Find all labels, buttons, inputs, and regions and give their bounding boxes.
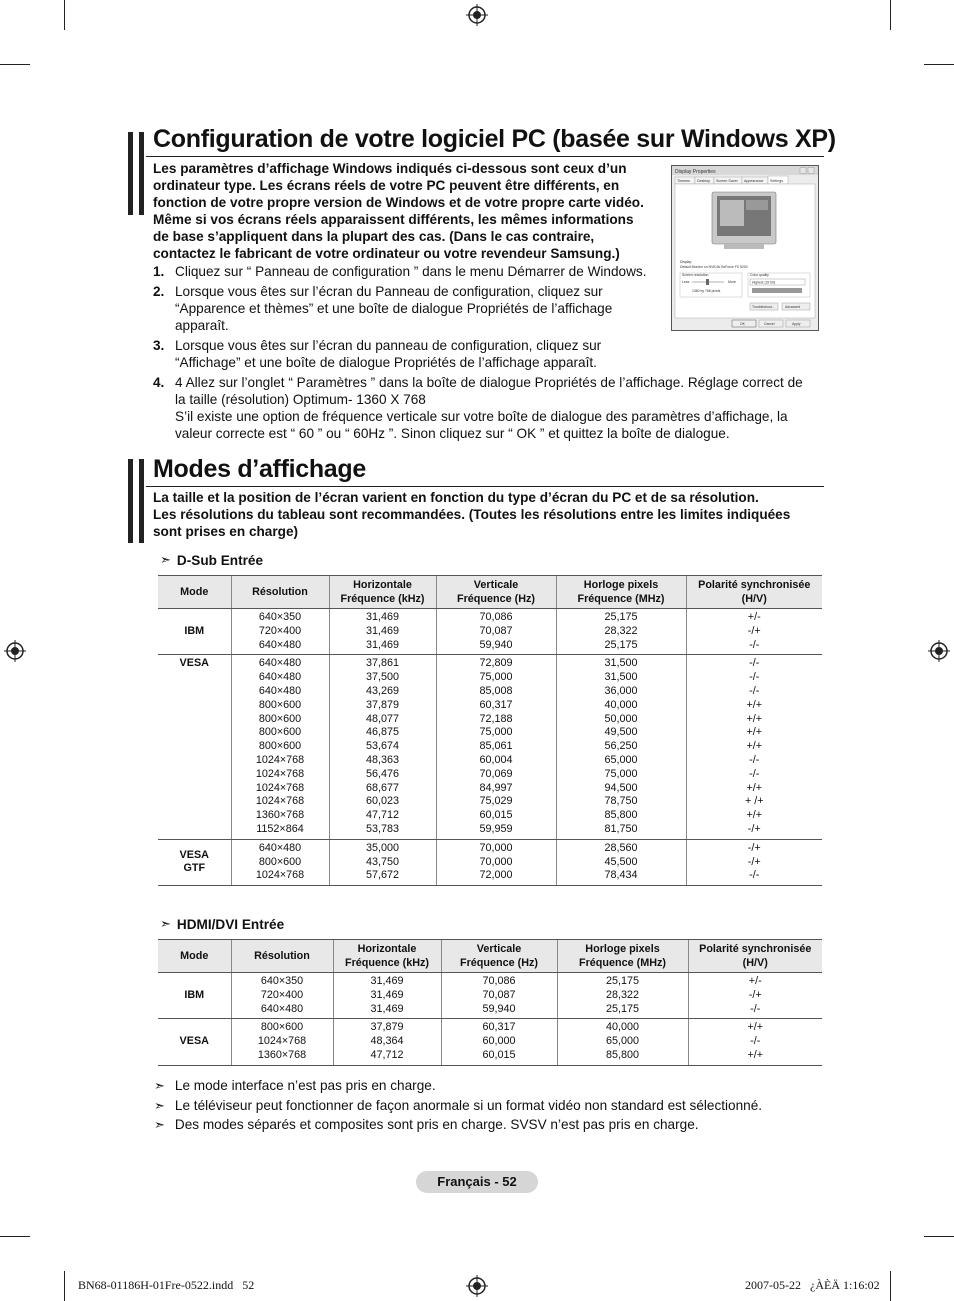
value-cell: 31,469 31,469 31,469 bbox=[329, 609, 436, 655]
column-header: Horizontale Fréquence (kHz) bbox=[333, 940, 441, 973]
crop-mark bbox=[890, 0, 891, 30]
crop-mark bbox=[890, 1271, 891, 1301]
note-text: Le téléviseur peut fonctionner de façon anormale si un format vidéo non standard est sélectionné. bbox=[174, 1097, 763, 1113]
intro-line: Les paramètres d’affichage Windows indiqués ci-dessous sont ceux d’un bbox=[153, 161, 627, 176]
hdmi-heading-text: HDMI/DVI Entrée bbox=[176, 916, 285, 932]
display-properties-screenshot bbox=[671, 165, 819, 331]
troubleshoot-button: Troubleshoot... bbox=[752, 305, 775, 309]
display-label: Display: bbox=[680, 260, 693, 264]
value-cell: 28,560 45,500 78,434 bbox=[556, 839, 686, 885]
step-text: Cliquez sur “ Panneau de configuration ” dans le menu Démarrer de Windows. bbox=[175, 264, 647, 279]
mode-cell: IBM bbox=[158, 973, 231, 1019]
intro-line: sont prises en charge) bbox=[153, 524, 299, 539]
note-text: Des modes séparés et composites sont pris en charge. SVSV n’est pas pris en charge. bbox=[174, 1117, 699, 1132]
value-cell: 31,469 31,469 31,469 bbox=[333, 973, 441, 1019]
table-row bbox=[158, 973, 822, 1019]
value-cell: 31,500 31,500 36,000 40,000 50,000 49,500 56,250 65,000 75,000 94,500 78,750 85,800 81,750 bbox=[556, 655, 686, 839]
note-arrow-icon: ➣ bbox=[154, 1078, 165, 1093]
step-item bbox=[153, 337, 803, 371]
column-header: Horloge pixels Fréquence (MHz) bbox=[557, 940, 688, 973]
dsub-table bbox=[158, 575, 822, 886]
section-marker bbox=[128, 459, 144, 543]
column-header: Polarité synchronisée (H/V) bbox=[686, 576, 822, 609]
cancel-button: Cancel bbox=[764, 322, 775, 326]
step-item bbox=[153, 374, 803, 442]
column-header: Horizontale Fréquence (kHz) bbox=[329, 576, 436, 609]
dsub-heading bbox=[160, 552, 263, 568]
resolution-label: Screen resolution bbox=[682, 273, 709, 277]
file-info: BN68-01186H-01Fre-0522.indd 52 bbox=[78, 1278, 255, 1292]
intro-line: Même si vos écrans réels apparaissent différents, les mêmes informations bbox=[153, 212, 634, 227]
table-row bbox=[158, 1019, 822, 1065]
value-cell: 640×480 640×480 640×480 800×600 800×600 800×600 800×600 1024×768 1024×768 1024×768 1024×768 1360×768 1152×864 bbox=[231, 655, 329, 839]
tab-themes: Themes bbox=[677, 179, 690, 183]
section-marker bbox=[128, 132, 144, 215]
color-value: Highest (32 bit) bbox=[752, 280, 775, 285]
value-cell: 70,086 70,087 59,940 bbox=[436, 609, 556, 655]
mode-cell: IBM bbox=[158, 609, 231, 655]
value-cell: 70,086 70,087 59,940 bbox=[441, 973, 557, 1019]
crop-mark bbox=[64, 0, 65, 30]
value-cell: 800×600 1024×768 1360×768 bbox=[231, 1019, 333, 1065]
crop-mark bbox=[64, 1271, 65, 1301]
step-text: apparaît. bbox=[175, 318, 229, 333]
section-title: Modes d’affichage bbox=[153, 455, 366, 483]
value-cell: 37,879 48,364 47,712 bbox=[333, 1019, 441, 1065]
color-label: Color quality bbox=[750, 273, 769, 277]
step-text: Lorsque vous êtes sur l’écran du Panneau de configuration, cliquez sur bbox=[175, 284, 603, 299]
value-cell: 72,809 75,000 85,008 60,317 72,188 75,000 85,061 60,004 70,069 84,997 75,029 60,015 59,959 bbox=[436, 655, 556, 839]
intro-line: ordinateur type. Les écrans réels de votre PC peuvent être différents, en bbox=[153, 178, 620, 193]
note-arrow-icon: ➣ bbox=[154, 1097, 165, 1113]
step-text: valeur correcte est “ 60 ” ou “ 60Hz ”. Sinon cliquez sur “ OK ” et quittez la boîte de dialogue. bbox=[175, 426, 730, 441]
notes-list bbox=[154, 1076, 762, 1135]
value-cell: 640×480 800×600 1024×768 bbox=[231, 839, 329, 885]
value-cell: 35,000 43,750 57,672 bbox=[329, 839, 436, 885]
note-arrow-icon: ➣ bbox=[154, 1117, 165, 1132]
column-header: Verticale Fréquence (Hz) bbox=[441, 940, 557, 973]
registration-mark-icon bbox=[466, 1275, 488, 1297]
value-cell: 40,000 65,000 85,800 bbox=[557, 1019, 688, 1065]
tab-desktop: Desktop bbox=[697, 179, 711, 183]
intro-line: contactez le fabricant de votre ordinateur ou votre revendeur Samsung.) bbox=[153, 246, 620, 261]
column-header: Verticale Fréquence (Hz) bbox=[436, 576, 556, 609]
note-arrow-icon: ➣ bbox=[160, 552, 171, 567]
step-text: la taille (résolution) Optimum- 1360 X 768 bbox=[175, 392, 426, 407]
step-number: 2. bbox=[153, 284, 165, 299]
print-timestamp: 2007-05-22 ¿ÀÈÄ 1:16:02 bbox=[745, 1278, 880, 1292]
value-cell: -/- -/- -/- +/+ +/+ +/+ +/+ -/- -/- +/+ + /+ +/+ -/+ bbox=[686, 655, 822, 839]
column-header: Résolution bbox=[231, 940, 333, 973]
step-text: S’il existe une option de fréquence verticale sur votre boîte de dialogue des paramètres d’affichage, la bbox=[175, 409, 788, 424]
intro-line: fonction de votre propre version de Windows et de votre propre carte vidéo. bbox=[153, 195, 644, 210]
section-title: Configuration de votre logiciel PC (basée sur Windows XP) bbox=[153, 125, 836, 153]
step-number: 3. bbox=[153, 338, 165, 353]
page-number-badge: Français - 52 bbox=[416, 1171, 538, 1193]
tab-appearance: Appearance bbox=[744, 179, 764, 183]
value-cell: 60,317 60,000 60,015 bbox=[441, 1019, 557, 1065]
mode-cell: VESA GTF bbox=[158, 839, 231, 885]
note-item bbox=[154, 1096, 762, 1116]
intro-line: Les résolutions du tableau sont recommandées. (Toutes les résolutions entre les limites indiquées bbox=[153, 507, 791, 522]
section-rule bbox=[146, 486, 824, 487]
value-cell: +/- -/+ -/- bbox=[686, 609, 822, 655]
resolution-value: 1360 by 768 pixels bbox=[692, 289, 721, 293]
note-item bbox=[154, 1076, 762, 1096]
section-intro bbox=[153, 160, 644, 262]
note-arrow-icon: ➣ bbox=[160, 916, 171, 931]
section-rule bbox=[146, 156, 824, 157]
value-cell: +/- -/+ -/- bbox=[688, 973, 822, 1019]
value-cell: 640×350 720×400 640×480 bbox=[231, 609, 329, 655]
hdmi-heading bbox=[160, 916, 284, 932]
value-cell: 25,175 28,322 25,175 bbox=[556, 609, 686, 655]
registration-mark-icon bbox=[928, 640, 950, 662]
tab-screen-saver: Screen Saver bbox=[716, 179, 738, 183]
dsub-heading-text: D-Sub Entrée bbox=[176, 552, 264, 568]
section-intro bbox=[153, 489, 790, 540]
less-label: Less bbox=[682, 280, 690, 284]
step-text: Lorsque vous êtes sur l’écran du panneau de configuration, cliquez sur bbox=[175, 338, 602, 353]
more-label: More bbox=[728, 280, 736, 284]
value-cell: 640×350 720×400 640×480 bbox=[231, 973, 333, 1019]
mode-cell: VESA bbox=[158, 655, 231, 839]
column-header: Horloge pixels Fréquence (MHz) bbox=[556, 576, 686, 609]
step-text: 4 Allez sur l’onglet “ Paramètres ” dans la boîte de dialogue Propriétés de l’affichage. Réglage correct de bbox=[175, 375, 803, 390]
step-text: “Apparence et thèmes” et une boîte de dialogue Propriétés de l’affichage bbox=[175, 301, 613, 316]
hdmi-table bbox=[158, 939, 822, 1066]
column-header: Mode bbox=[158, 576, 231, 609]
intro-line: La taille et la position de l’écran varient en fonction du type d’écran du PC et de sa résolution. bbox=[153, 490, 759, 505]
column-header: Mode bbox=[158, 940, 231, 973]
value-cell: 70,000 70,000 72,000 bbox=[436, 839, 556, 885]
crop-mark bbox=[0, 64, 30, 65]
step-number: 4. bbox=[153, 375, 165, 390]
registration-mark-icon bbox=[4, 640, 26, 662]
value-cell: 25,175 28,322 25,175 bbox=[557, 973, 688, 1019]
note-item bbox=[154, 1115, 762, 1135]
crop-mark bbox=[924, 1236, 954, 1237]
crop-mark bbox=[0, 1236, 30, 1237]
value-cell: 37,861 37,500 43,269 37,879 48,077 46,875 53,674 48,363 56,476 68,677 60,023 47,712 53,783 bbox=[329, 655, 436, 839]
apply-button: Apply bbox=[792, 322, 801, 326]
column-header: Résolution bbox=[231, 576, 329, 609]
window-title: Display Properties bbox=[675, 169, 716, 175]
value-cell: -/+ -/+ -/- bbox=[686, 839, 822, 885]
column-header: Polarité synchronisée (H/V) bbox=[688, 940, 822, 973]
crop-mark bbox=[924, 64, 954, 65]
tab-settings: Settings bbox=[770, 179, 783, 183]
table-row bbox=[158, 655, 822, 839]
step-number: 1. bbox=[153, 264, 165, 279]
registration-mark-icon bbox=[466, 4, 488, 26]
intro-line: de base s’appliquent dans la plupart des cas. (Dans le cas contraire, bbox=[153, 229, 595, 244]
note-text: Le mode interface n’est pas pris en charge. bbox=[174, 1078, 436, 1093]
display-value: Default Monitor on NVIDIA GeForce FX 5200 bbox=[680, 265, 748, 269]
mode-cell: VESA bbox=[158, 1019, 231, 1065]
value-cell: +/+ -/- +/+ bbox=[688, 1019, 822, 1065]
advanced-button: Advanced bbox=[785, 305, 801, 309]
ok-button: OK bbox=[740, 322, 745, 326]
table-row bbox=[158, 609, 822, 655]
step-text: “Affichage” et une boîte de dialogue Propriétés de l’affichage apparaît. bbox=[175, 355, 597, 370]
table-row bbox=[158, 839, 822, 885]
